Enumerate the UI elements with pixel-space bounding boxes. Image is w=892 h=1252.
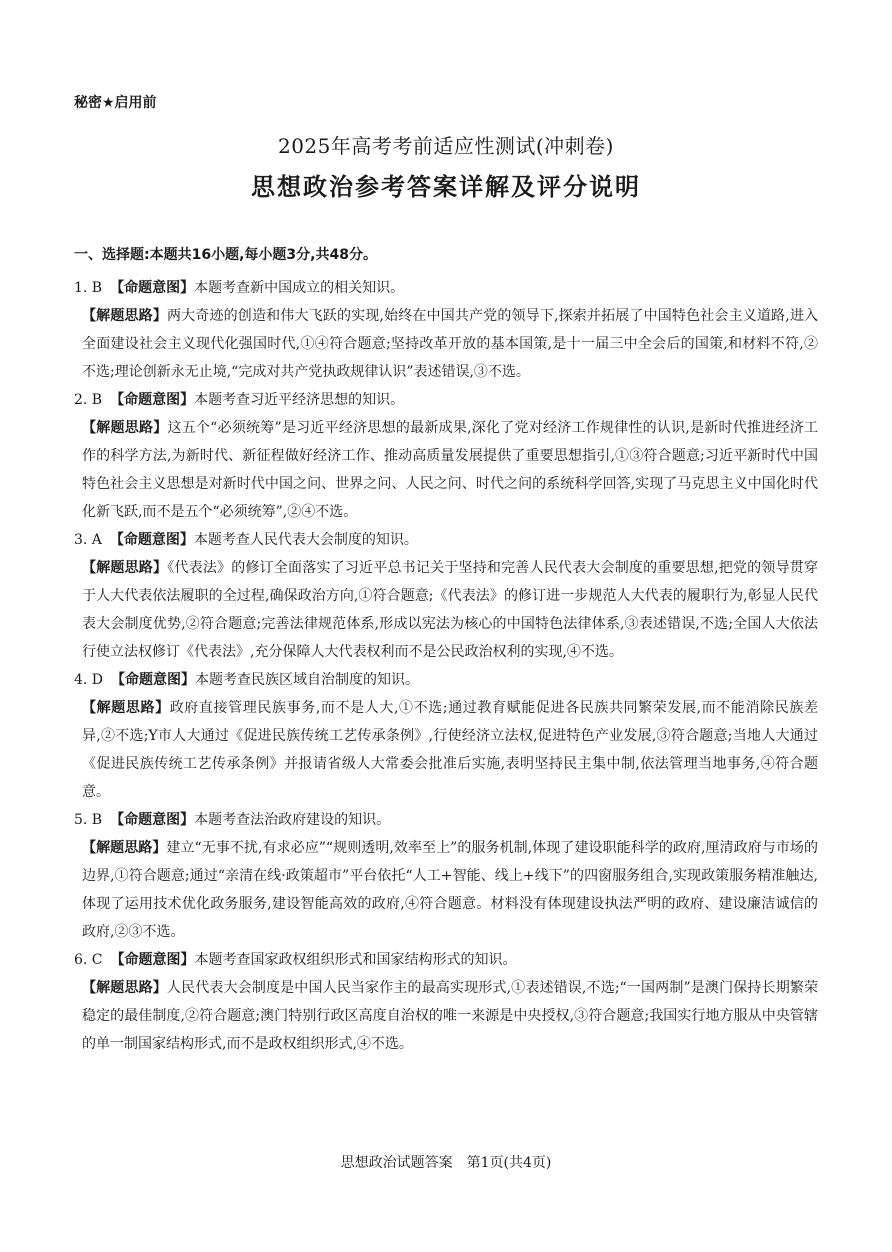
analysis-paragraph — [82, 694, 818, 806]
question-number: 1. B — [74, 280, 103, 296]
analysis-text: 《代表法》的修订全面落实了习近平总书记关于坚持和完善人民代表大会制度的重要思想,把党的领导贯穿于人大代表依法履职的全过程,确保政治方向,①符合题意;《代表法》的修订进一步规范人大代表的履职行为,彰显人民代表大会制度优势,②符合题意;完善法律规范体系,形成以宪法为核心的中国特色法律体系,③表述错误,不选;全国人大依法行使立法权修订《代表法》,充分保障人大代表权利而不是公民政治权利的实现,④不选。 — [82, 560, 818, 660]
document-title: 思想政治参考答案详解及评分说明 — [251, 173, 641, 201]
question-item — [74, 526, 818, 666]
analysis-tag: 【解题思路】 — [82, 700, 170, 716]
analysis-text: 两大奇迹的创造和伟大飞跃的实现,始终在中国共产党的领导下,探索并拓展了中国特色社会主义道路,进入全面建设社会主义现代化强国时代,①④符合题意;坚持改革开放的基本国策,是十一届三中全会后的国策,和材料不符,②不选;理论创新永无止境,“完成对共产党执政规律认识”表述错误,③不选。 — [82, 308, 818, 380]
question-answer-line — [74, 274, 818, 302]
analysis-tag: 【解题思路】 — [82, 308, 167, 324]
analysis-tag: 【解题思路】 — [82, 980, 167, 996]
analysis-paragraph — [82, 974, 818, 1058]
intent-tag: 【命题意图】 — [109, 532, 194, 548]
analysis-text: 建立“无事不扰,有求必应”“规则透明,效率至上”的服务机制,体现了建设职能科学的政府,厘清政府与市场的边界,①符合题意;通过“亲清在线·政策超市”平台依托“人工+智能、线上+线下”的四窗服务组合,实现政策服务精准触达,体现了运用技术优化政务服务,建设智能高效的政府,④符合题意。材料没有体现建设执法严明的政府、建设廉洁诚信的政府,②③不选。 — [82, 840, 818, 940]
intent-tag: 【命题意图】 — [110, 392, 195, 408]
analysis-tag: 【解题思路】 — [82, 560, 168, 576]
question-number: 4. D — [74, 672, 104, 688]
question-number: 6. C — [74, 952, 103, 968]
question-answer-line — [74, 666, 818, 694]
analysis-paragraph — [82, 302, 818, 386]
intent-text: 本题考查国家政权组织形式和国家结构形式的知识。 — [194, 952, 517, 968]
analysis-text: 人民代表大会制度是中国人民当家作主的最高实现形式,①表述错误,不选;“一国两制”是澳门保持长期繁荣稳定的最佳制度,②符合题意;澳门特别行政区高度自治权的唯一来源是中央授权,③符合题意;我国实行地方服从中央管辖的单一制国家结构形式,而不是政权组织形式,④不选。 — [82, 980, 819, 1052]
intent-tag: 【命题意图】 — [111, 672, 196, 688]
secret-label: 秘密★启用前 — [74, 95, 157, 111]
analysis-paragraph — [82, 414, 818, 526]
analysis-text: 政府直接管理民族事务,而不是人大,①不选;通过教育赋能促进各民族共同繁荣发展,而不能消除民族差异,②不选;Y市人大通过《促进民族传统工艺传承条例》,行使经济立法权,促进特色产业发展,③符合题意;当地人大通过《促进民族传统工艺传承条例》并报请省级人大常委会批准后实施,表明坚持民主集中制,依法管理当地事务,④符合题意。 — [82, 700, 818, 800]
page-footer: 思想政治试题答案 第1页(共4页) — [340, 1155, 552, 1171]
analysis-tag: 【解题思路】 — [82, 420, 168, 436]
intent-text: 本题考查人民代表大会制度的知识。 — [193, 532, 418, 548]
section-heading: 一、选择题:本题共16小题,每小题3分,共48分。 — [74, 247, 377, 263]
question-item — [74, 666, 818, 806]
question-item — [74, 386, 818, 526]
intent-tag: 【命题意图】 — [110, 812, 195, 828]
question-item — [74, 274, 818, 386]
question-answer-line — [74, 806, 818, 834]
question-number: 2. B — [74, 392, 103, 408]
intent-tag: 【命题意图】 — [110, 280, 195, 296]
analysis-paragraph — [82, 554, 818, 666]
question-number: 5. B — [74, 812, 103, 828]
question-answer-line — [74, 526, 818, 554]
question-item — [74, 946, 818, 1058]
question-answer-line — [74, 946, 818, 974]
intent-text: 本题考查法治政府建设的知识。 — [194, 812, 391, 828]
intent-tag: 【命题意图】 — [110, 952, 195, 968]
intent-text: 本题考查新中国成立的相关知识。 — [194, 280, 405, 296]
analysis-paragraph — [82, 834, 818, 946]
exam-title: 2025年高考考前适应性测试(冲刺卷) — [277, 134, 614, 158]
analysis-text: 这五个“必须统筹”是习近平经济思想的最新成果,深化了党对经济工作规律性的认识,是新时代推进经济工作的科学方法,为新时代、新征程做好经济工作、推动高质量发展提供了重要思想指引,①③符合题意;习近平新时代中国特色社会主义思想是对新时代中国之问、世界之问、人民之问、时代之问的系统科学回答,实现了马克思主义中国化时代化新飞跃,而不是五个“必须统筹”,②④不选。 — [82, 420, 818, 520]
question-list — [74, 274, 818, 1058]
question-answer-line — [74, 386, 818, 414]
question-item — [74, 806, 818, 946]
intent-text: 本题考查习近平经济思想的知识。 — [194, 392, 405, 408]
analysis-tag: 【解题思路】 — [82, 840, 167, 856]
intent-text: 本题考查民族区域自治制度的知识。 — [195, 672, 420, 688]
question-number: 3. A — [74, 532, 102, 548]
